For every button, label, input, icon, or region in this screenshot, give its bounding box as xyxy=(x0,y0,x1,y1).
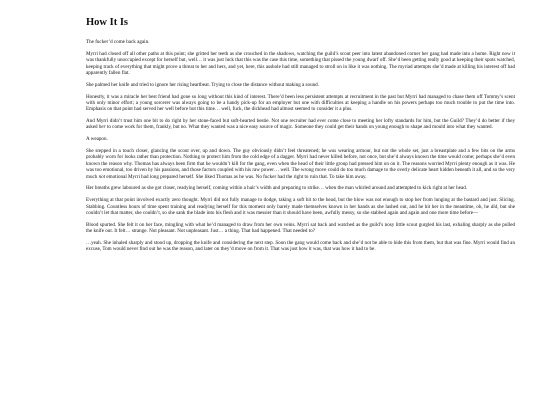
paragraph-2: Myrri had closed off all other paths at this point; she gritted her teeth as she crouched in the shadows, watching the guild’s scout peer into latest abandoned corner her gang had made into a home. Right now it was thankfully unoccupied except for herself but, well… it was just luck that this was the case this time, something that pissed the young dwarf off. She’d been getting really good at keeping their spots watched, keeping track of everything that might prove a threat to her and hers, and yet, here, this asshole had still managed to stroll on in like it was nothing. The myriad attempts she’d made at killing his interest off had apparently fallen flat. xyxy=(86,50,515,76)
paragraph-7 xyxy=(86,148,515,180)
paragraph-7-text-a: She stepped in a touch closer, glancing the scout over, up and down. The guy obviously didn’t feel threatened; he xyxy=(86,148,329,155)
paragraph-1: The fucker’d come back again. xyxy=(86,39,150,45)
paragraph-11: …yeah. She inhaled sharply and stood up, dropping the knife and considering the next step. Soon the gang would come back and she’d not be able to hide this from them, but that was fine. Myrri would find an excuse, Tom would never find out he was the reason, and later on they’d move on from it. That was just how it was, that was how it had to be. xyxy=(86,239,515,253)
paragraph-8: Her breaths grew laboured as she got closer, readying herself, coming within a hair’s width and preparing to strike… when the man whirled around and attempted to kick right at her head. xyxy=(86,185,468,192)
paragraph-6: A weapon. xyxy=(86,136,108,143)
paragraph-7-emphasis-2: not xyxy=(98,173,106,180)
paragraph-5-emphasis: her xyxy=(98,124,106,131)
paragraph-7-text-c: emotional Myrri had long prepared herself. She liked Thomas as he was. No fucker had the right to ruin that. To take him away. xyxy=(105,173,367,180)
paragraph-9-emphasis: did xyxy=(490,203,498,210)
paragraph-7-emphasis-1: was xyxy=(328,148,337,155)
paragraph-4: Honestly, it was a miracle her best friend had gone so long without this kind of interest. There’d been less persistent attempts at recruitment in the past but Myrri had managed to chase them off Tommy’s scent with only minor effort; a young sorcerer was always going to be a handy pick-up for an employer but one with difficulties at keeping a handle on his powers perhaps too much trouble to put the time into. Emphasis on that point had served her well before but this time… well, fuck, the dickhead had almost seemed to consider it a plus. xyxy=(86,93,515,113)
paragraph-3: She palmed her knife and tried to ignore her rising heartbeat. Trying to close the distance without making a sound. xyxy=(86,81,319,88)
document-title: How It Is xyxy=(86,17,129,28)
paragraph-10: Blood spurted. She felt it on her face, mingling with what he’d managed to draw from her own veins. Myrri sat back and watched as the guild’s nosy little scout gurgled his last, exhaling sharply as she pulled the knife out. It felt… strange. Not pleasant. Not unpleasant. Just… a thing. That had happened. That needed to? xyxy=(86,221,515,235)
paragraph-9-text-b: , but she couldn’t let that matter, she couldn’t, so she sank the blade into his flesh and it was messier than it should have been, awfully messy, so she stabbed again and again and one more time before— xyxy=(86,203,515,216)
paragraph-5 xyxy=(86,118,515,131)
paragraph-9-text-a: Everything at that point involved exactly zero thought. Myrri did not fully manage to dodge, taking a soft hit to the head, but the blow was not enough to stop her from lunging at the bastard and just. Slicing. Stabbing. Countless hours of time spent training and readying herself for this moment only barely made themselves known in her hands as she lashed out, and he hit her in the meantime, oh, he xyxy=(86,197,515,210)
paragraph-7-text-b: wearing armour, but not the whole set, just a breastplate and a few bits on the arms probably worn for looks rather than protection. Nothing to protect him from the cold edge of a dagger. Myrri had never killed before, not once, but she’d always known the time would come; perhaps she’d even known the reason why. Thomas has always been firm that he wouldn’t kill for the gang, even when the head of their little group had pressed him on on it. The reasons worried Myrri plenty enough as it was. He was too emotional, too driven by his passions, and those factors coupled with his raw power… well. The wrong move could do too much damage to the overly delicate heart hidden beneath it all, and so the very much xyxy=(86,148,515,180)
paragraph-9 xyxy=(86,197,515,216)
paragraph-5-text-a: And Myrri didn’t trust him one bit to do right by her stone-faced but soft-hearted bestie. Not one recruiter had ever come close to meeting her lofty standards for him, but the Guild? They’d do better if they asked xyxy=(86,118,515,131)
paragraph-5-text-b: to come work for them, frankly, but no. What they wanted was a nice easy source of magic. Someone they could get their hands on young enough to shape and mould into what they wanted. xyxy=(105,124,493,131)
